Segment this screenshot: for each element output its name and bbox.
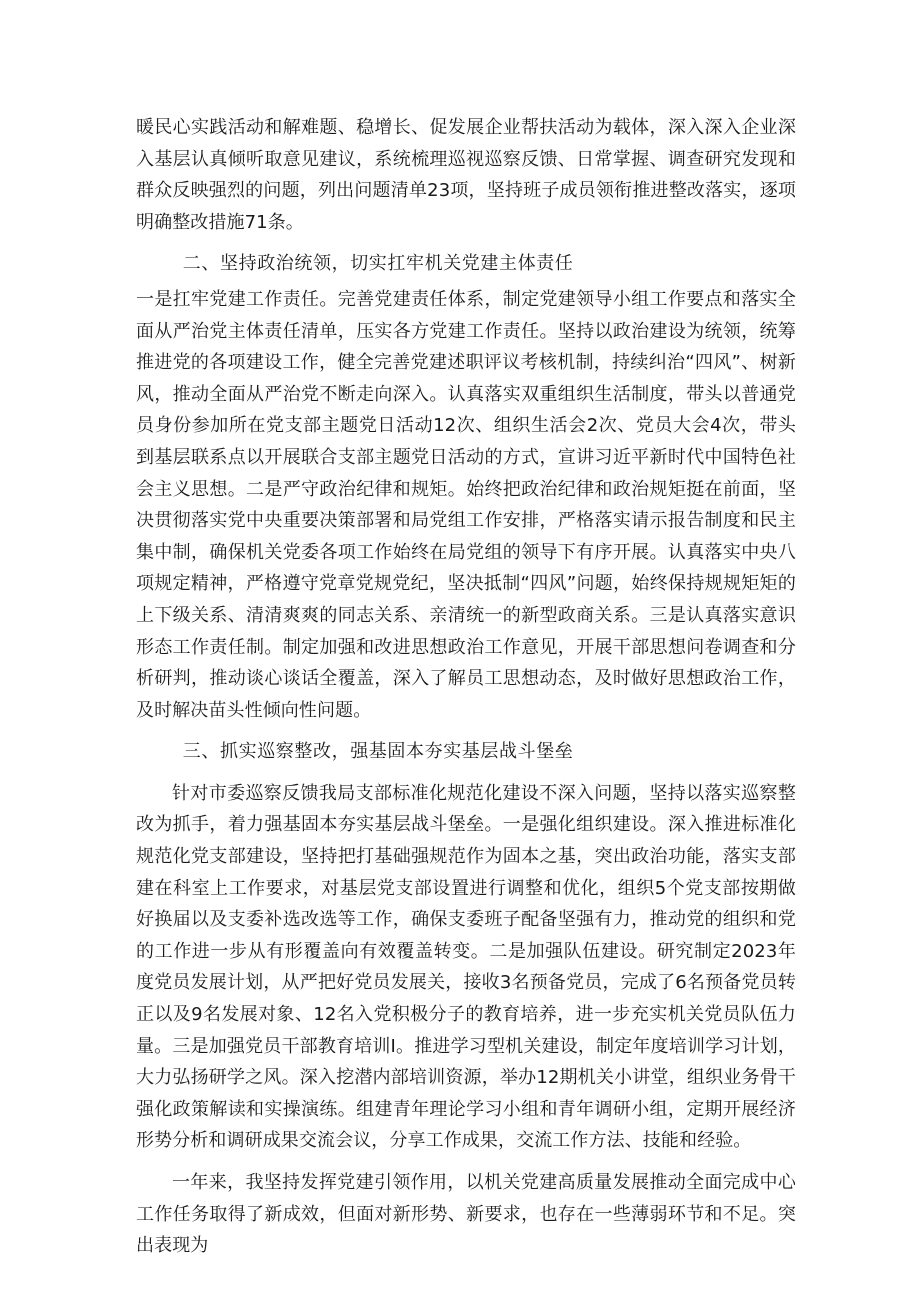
continuation-paragraph: 暖民心实践活动和解难题、稳增长、促发展企业帮扶活动为载体，深入深入企业深入基层认真倾听取意见建议，系统梳理巡视巡察反馈、日常掌握、调查研究发现和群众反映强烈的问题，列出问题清单23项，坚持班子成员领衔推进整改落实，逐项明确整改措施71条。 (136, 117, 796, 233)
section-body-2: 一是扛牢党建工作责任。完善党建责任体系，制定党建领导小组工作要点和落实全面从严治党主体责任清单，压实各方党建工作责任。坚持以政治建设为统领，统筹推进党的各项建设工作，健全完善党建述职评议考核机制，持续纠治“四风”、树新风，推动全面从严治党不断走向深入。认真落实双重组织生活制度，带头以普通党员身份参加所在党支部主题党日活动12次、组织生活会2次、党员大会4次，带头到基层联系点以开展联合支部主题党日活动的方式，宣讲习近平新时代中国特色社会主义思想。二是严守政治纪律和规矩。始终把政治纪律和政治规矩挺在前面，坚决贯彻落实党中央重要决策部署和局党组工作安排，严格落实请示报告制度和民主集中制，确保机关党委各项工作始终在局党组的领导下有序开展。认真落实中央八项规定精神，严格遵守党章党规党纪，坚决抵制“四风”问题，始终保持规规矩矩的上下级关系、清清爽爽的同志关系、亲清统一的新型政商关系。三是认真落实意识形态工作责任制。制定加强和改进思想政治工作意见，开展干部思想问卷调查和分析研判，推动谈心谈话全覆盖，深入了解员工思想动态，及时做好思想政治工作，及时解决苗头性倾向性问题。 (136, 288, 796, 721)
document-page (136, 112, 796, 1262)
closing-paragraph: 一年来，我坚持发挥党建引领作用，以机关党建高质量发展推动全面完成中心工作任务取得了新成效，但面对新形势、新要求，也存在一些薄弱环节和不足。突出表现为 (136, 1172, 796, 1257)
section-body-3: 针对市委巡察反馈我局支部标准化规范化建设不深入问题，坚持以落实巡察整改为抓手，着力强基固本夯实基层战斗堡垒。一是强化组织建设。深入推进标准化规范化党支部建设，坚持把打基础强规范作为固本之基，突出政治功能，落实支部建在科室上工作要求，对基层党支部设置进行调整和优化，组织5个党支部按期做好换届以及支委补选改选等工作，确保支委班子配备坚强有力，推动党的组织和党的工作进一步从有形覆盖向有效覆盖转变。二是加强队伍建设。研究制定2023年度党员发展计划，从严把好党员发展关，接收3名预备党员，完成了6名预备党员转正以及9名发展对象、12名入党积极分子的教育培养，进一步充实机关党员队伍力量。三是加强党员干部教育培训I。推进学习型机关建设，制定年度培训学习计划，大力弘扬研学之风。深入挖潜内部培训资源，举办12期机关小讲堂，组织业务骨干强化政策解读和实操演练。组建青年理论学习小组和青年调研小组，定期开展经济形势分析和调研成果交流会议，分享工作成果，交流工作方法、技能和经验。 (136, 782, 796, 1152)
section-heading-3: 三、抓实巡察整改，强基固本夯实基层战斗堡垒 (182, 741, 574, 763)
section-heading-2: 二、坚持政治统领，切实扛牢机关党建主体责任 (182, 253, 574, 275)
